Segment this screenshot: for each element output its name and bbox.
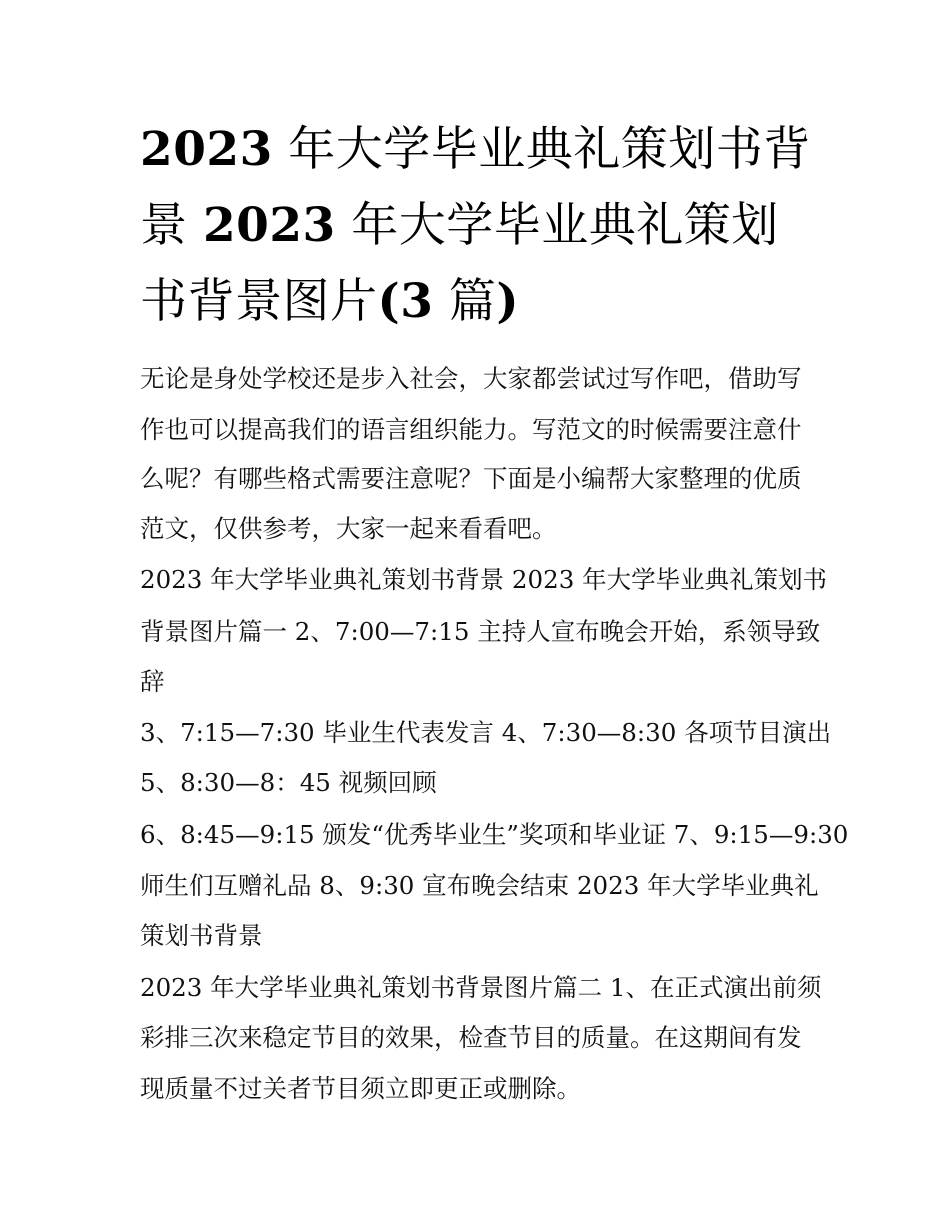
schedule-line: 策划书背景 [140,921,263,950]
section-one-line: 背景图片篇一 2、7:00—7:15 主持人宣布晚会开始，系领导致 [140,617,821,646]
schedule-line: 师生们互赠礼品 8、9:30 宣布晚会结束 2023 年大学毕业典礼 [140,871,819,900]
section-two-line: 现质量不过关者节目须立即更正或删除。 [140,1074,581,1103]
section-two-line: 彩排三次来稳定节目的效果，检查节目的质量。在这期间有发 [140,1023,802,1052]
section-one-line: 辞 [140,667,165,696]
intro-line: 无论是身处学校还是步入社会，大家都尝试过写作吧，借助写 [140,364,802,393]
title-line: 2023 年大学毕业典礼策划书背 [140,122,811,177]
intro-line: 作也可以提高我们的语言组织能力。写范文的时候需要注意什 [140,415,802,444]
title-line: 书背景图片(3 篇) [140,274,520,329]
section-one-line: 2023 年大学毕业典礼策划书背景 2023 年大学毕业典礼策划书 [140,565,828,594]
schedule-line: 6、8:45—9:15 颁发“优秀毕业生”奖项和毕业证 7、9:15—9:30 [140,820,849,849]
section-two-line: 2023 年大学毕业典礼策划书背景图片篇二 1、在正式演出前须 [140,973,822,1002]
intro-line: 范文，仅供参考，大家一起来看看吧。 [140,514,557,543]
schedule-line: 3、7:15—7:30 毕业生代表发言 4、7:30—8:30 各项节目演出 [140,718,832,747]
title-line: 景 2023 年大学毕业典礼策划 [140,198,779,253]
intro-line: 么呢？有哪些格式需要注意呢？下面是小编帮大家整理的优质 [140,464,802,493]
document-title [140,112,830,340]
schedule-line: 5、8:30—8：45 视频回顾 [140,768,437,797]
